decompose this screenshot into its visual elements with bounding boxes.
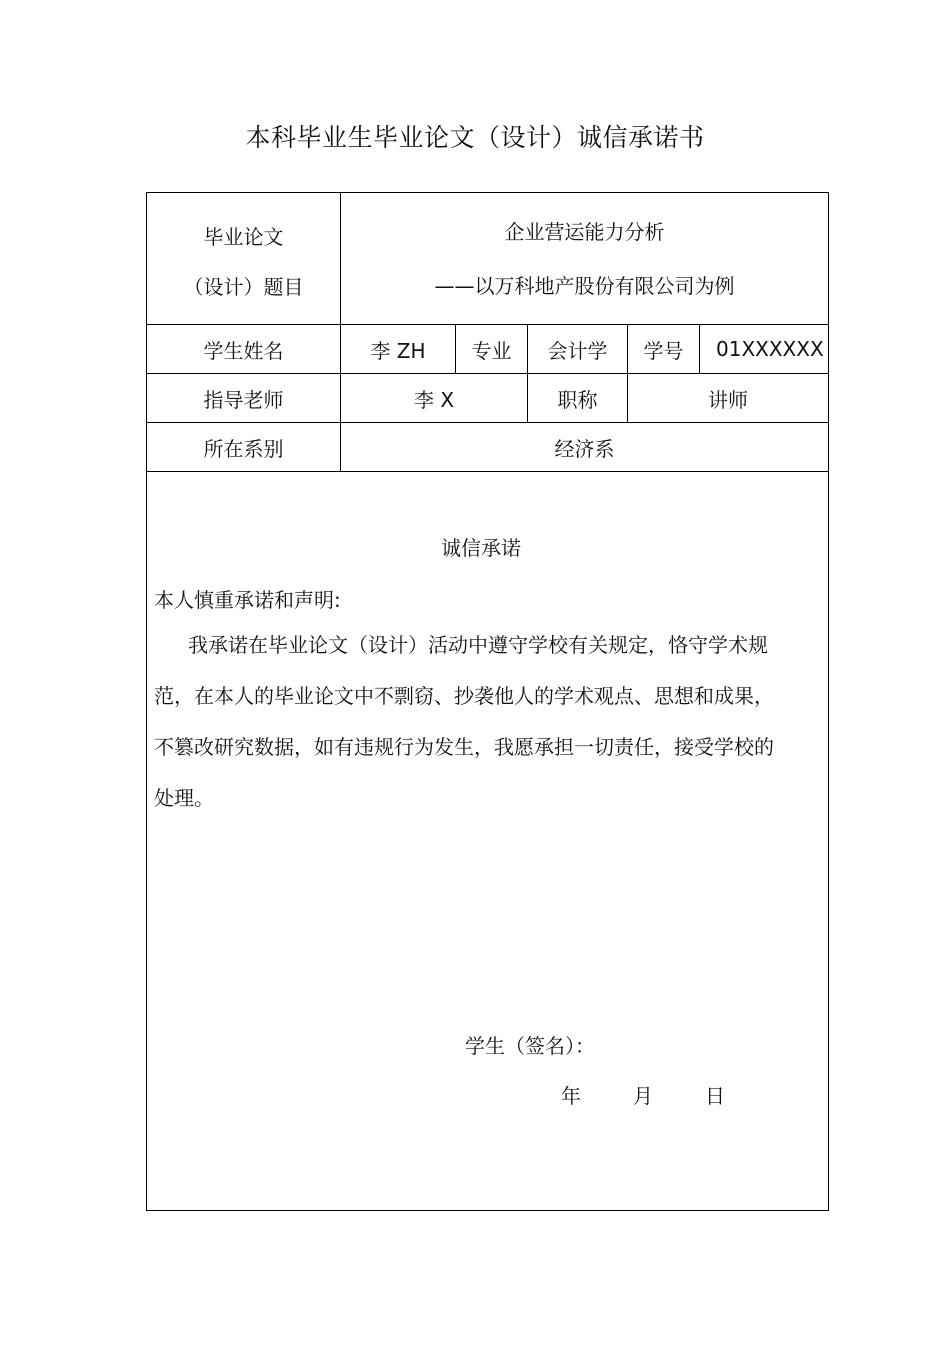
major-label: 专业 <box>456 325 528 374</box>
topic-value-cell <box>341 193 829 325</box>
topic-main-title: 企业营运能力分析 <box>504 219 665 244</box>
page-title: 本科毕业生毕业论文（设计）诚信承诺书 <box>245 123 705 152</box>
pledge-intro: 本人慎重承诺和声明: <box>154 588 341 612</box>
year-label: 年 <box>561 1084 581 1108</box>
advisor-value: 李 X <box>341 374 528 423</box>
advisor-title-value: 讲师 <box>628 374 829 423</box>
signature-label: 学生（签名）： <box>465 1034 595 1058</box>
pledge-cell <box>147 472 829 1211</box>
pledge-form-table <box>146 192 829 1211</box>
topic-label-line2: （设计）题目 <box>183 274 304 299</box>
student-row <box>147 325 829 374</box>
advisor-label: 指导老师 <box>147 374 341 423</box>
department-value: 经济系 <box>341 423 829 472</box>
department-row <box>147 423 829 472</box>
date-line <box>561 1080 725 1109</box>
pledge-heading: 诚信承诺 <box>441 536 521 560</box>
pledge-row <box>147 472 829 1211</box>
day-label: 日 <box>705 1084 725 1108</box>
topic-label-line1: 毕业论文 <box>203 224 284 249</box>
advisor-row <box>147 374 829 423</box>
student-name-value: 李 ZH <box>341 325 456 374</box>
major-value: 会计学 <box>528 325 628 374</box>
month-label: 月 <box>633 1084 653 1108</box>
student-name-label: 学生姓名 <box>147 325 341 374</box>
pledge-body-text: 我承诺在毕业论文（设计）活动中遵守学校有关规定，恪守学术规范，在本人的毕业论文中不剽窃、抄袭他人的学术观点、思想和成果，不篡改研究数据，如有违规行为发生，我愿承担一切责任，接受学校的处理。 <box>154 633 774 810</box>
topic-label-cell <box>147 193 341 325</box>
student-id-value: 01XXXXXX <box>700 325 829 374</box>
student-id-label: 学号 <box>628 325 700 374</box>
topic-row <box>147 193 829 325</box>
department-label: 所在系别 <box>147 423 341 472</box>
topic-subtitle: ——以万科地产股份有限公司为例 <box>434 273 735 298</box>
advisor-title-label: 职称 <box>528 374 628 423</box>
